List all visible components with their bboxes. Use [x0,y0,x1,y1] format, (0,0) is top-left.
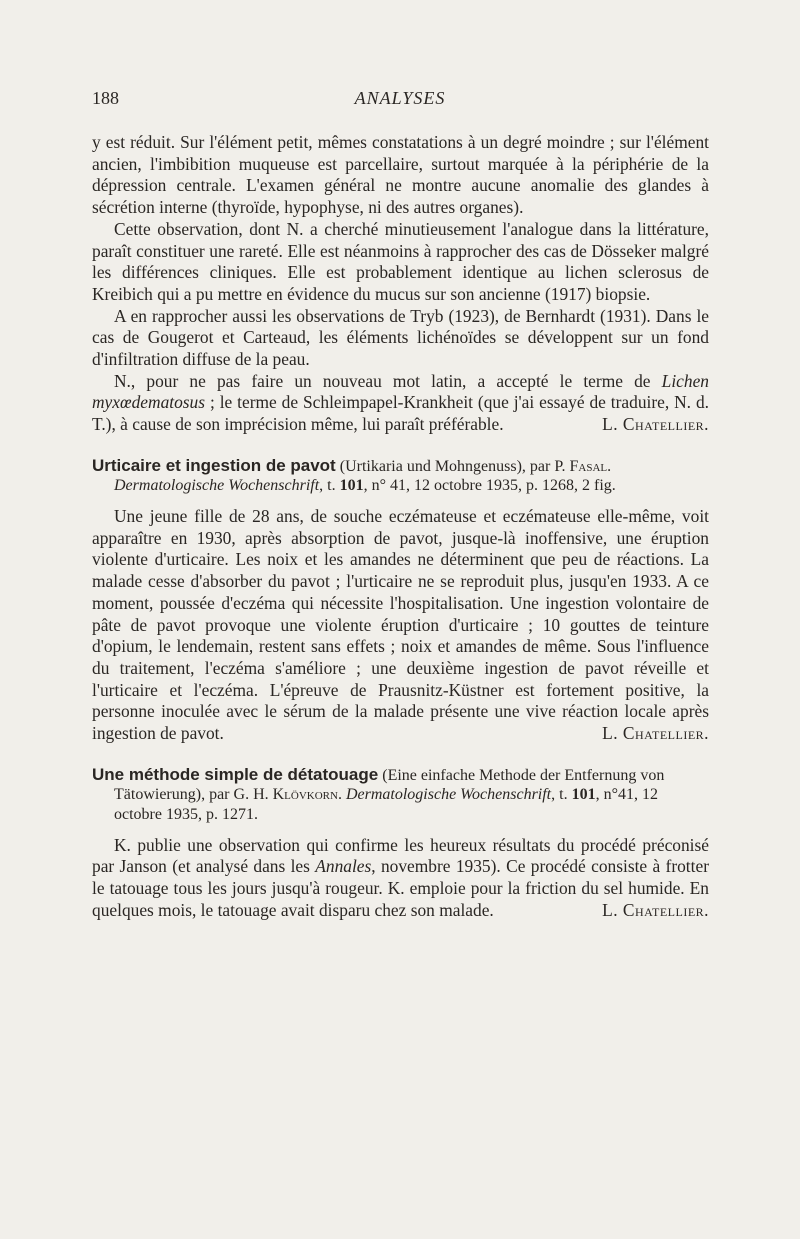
article-detatouage [92,765,709,922]
paragraph: A en rapprocher aussi les observations de Tryb (1923), de Bernhardt (1931). Dans le cas de Gougerot et Carteaud, les éléments lichénoïdes se développent sur un fond d'infiltration diffuse de la peau. [92,305,709,370]
paragraph-text: N., pour ne pas faire un nouveau mot latin, a accepté le terme de [114,370,662,391]
article-title: Une méthode simple de détatouage [92,764,379,784]
journal: Dermatologische Wochenschrift [114,477,320,495]
citation-text: , n° 41, 12 octobre 1935, p. 1268, 2 fig. [363,477,616,495]
citation-text: , n°41, 12 octobre 1935, p. 1271. [114,786,658,823]
author: Fasal. [569,457,612,475]
article-title: Urticaire et ingestion de pavot [92,455,336,475]
paragraph: Cette observation, dont N. a cherché minutieusement l'analogue dans la littérature, paraît constituer une rareté. Elle est néanmoins à rapprocher des cas de Dösseker malgré les différences cliniques. Elle est probablement identique au lichen sclerosus de Kreibich qui a pu mettre en évidence du mucus sur son ancienne (1917) biopsie. [92,218,709,304]
citation-text: , t. [551,786,572,804]
citation-text: (Eine einfache Methode der Entfernung von Tätowierung), par G. H. [114,766,665,804]
italic-term: Annales [315,856,372,877]
page-number: 188 [92,88,119,108]
citation-text: (Urtikaria und Mohngenuss), par P. [335,457,570,475]
italic-term: Lichen myxœdematosus [92,370,709,413]
author: Klövkorn. [272,786,342,804]
signature: L. Chatellier. [602,723,709,744]
paragraph-text: K. publie une observation qui confirme les heureux résultats du procédé préconisé par Janson (et analysé dans les [92,834,709,877]
volume: 101 [339,477,364,495]
article-body [92,506,709,745]
paragraph-text: ; le terme de Schleimpapel-Krankheit (que j'ai essayé de traduire, N. d. T.), à cause de son imprécision même, lui paraît préférable. [92,392,709,435]
volume: 101 [571,786,596,804]
article-urticaire [92,456,709,745]
signature: L. Chatellier. [602,414,709,435]
article-heading [92,765,709,825]
running-head [92,88,708,114]
paragraph-text: Une jeune fille de 28 ans, de souche eczémateuse et eczémateuse elle-même, voit apparaître en 1930, après absorption de pavot, jusque-là inoffensive, une éruption violente d'urticaire. Les noix et les amandes ne déterminent que peu de réactions. La malade cesse d'absorber du pavot ; l'urticaire ne se reproduit plus, jusqu'en 1933. A ce moment, poussée d'eczéma qui nécessite l'hospitalisation. Une ingestion volontaire de pâte de pavot provoque une violente éruption d'urticaire ; 10 gouttes de teinture d'opium, le lendemain, restent sans effets ; noix et amandes de même. Sous l'influence du traitement, l'eczéma s'améliore ; une deuxième ingestion de pavot réveille et l'urticaire et l'eczéma. L'épreuve de Prausnitz-Küstner est fortement positive, la personne inoculée avec le sérum de la malade présente une vive réaction locale après ingestion de pavot. [92,506,709,744]
article-body [92,835,709,922]
page-body [92,132,709,921]
paragraph: y est réduit. Sur l'élément petit, mêmes constatations à un degré moindre ; sur l'élément ancien, l'imbibition muqueuse est parcellaire, surtout marquée à la périphérie de la dépression centrale. L'examen général ne montre aucune anomalie des glandes à sécrétion interne (thyroïde, hypophyse, ni des autres organes). [92,132,709,218]
journal: Dermatologische Wochenschrift [345,786,552,804]
paragraph-text: , novembre 1935). Ce procédé consiste à frotter le tatouage tous les jours jusqu'à rougeur. K. emploie pour la friction du sel humide. En quelques mois, le tatouage avait disparu chez son malade. [92,856,709,920]
citation-text: , t. [319,477,340,495]
signature: L. Chatellier. [602,899,709,920]
running-title: ANALYSES [354,88,446,108]
paragraph [92,371,709,436]
article-heading [92,456,709,496]
